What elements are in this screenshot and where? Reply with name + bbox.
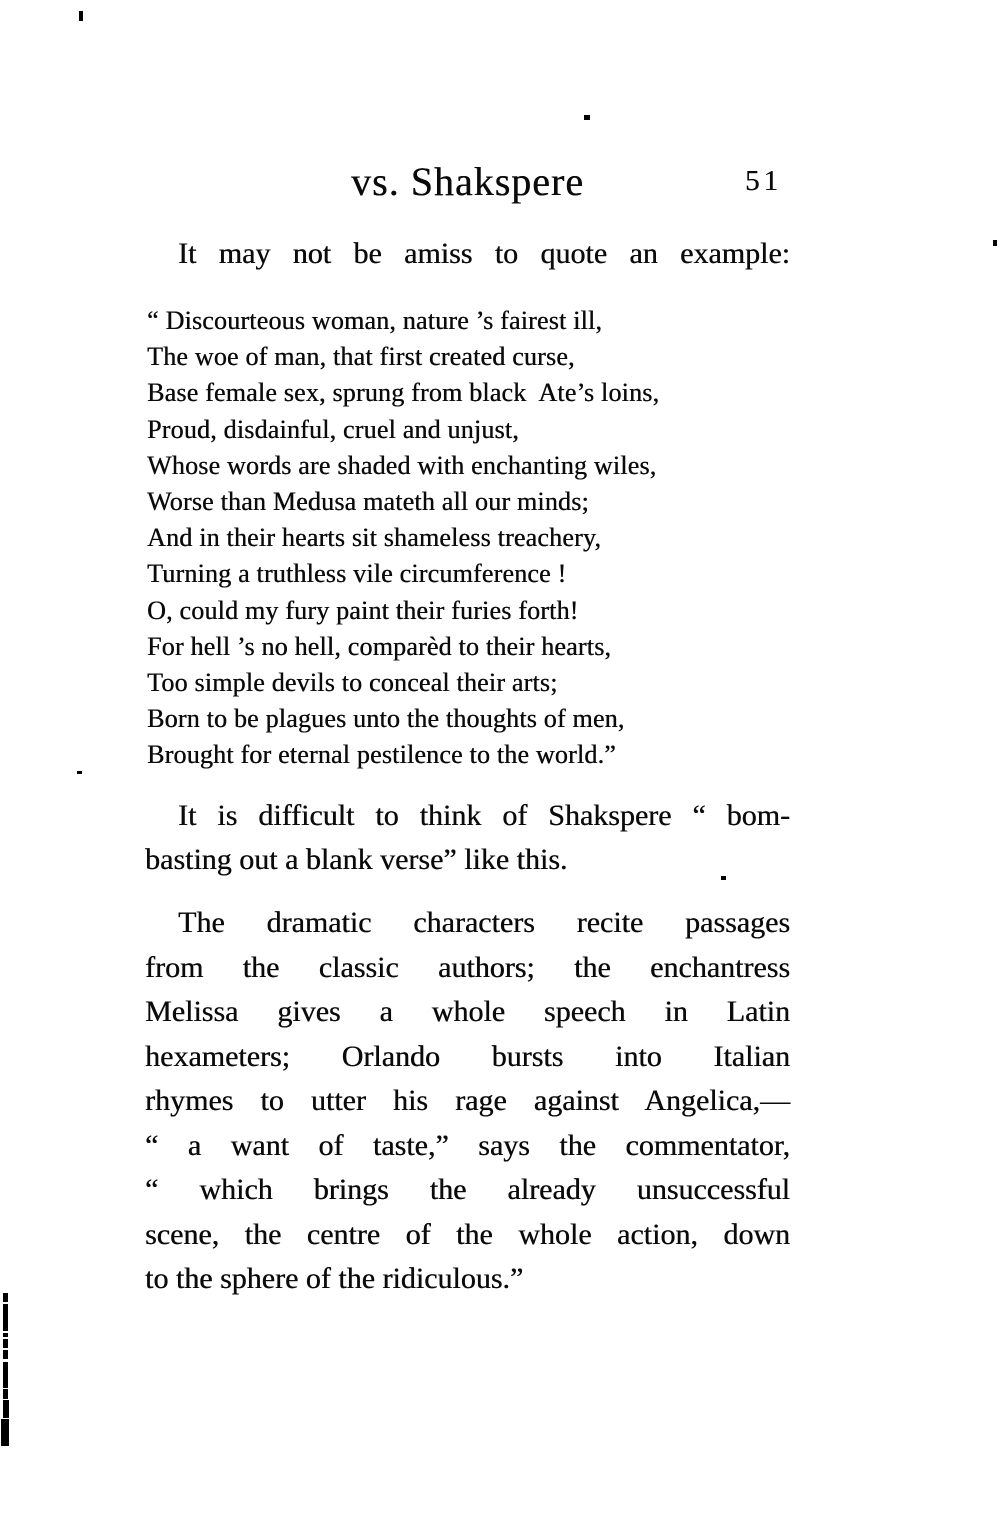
poem-line: Base female sex, sprung from black Ate’s loins, bbox=[147, 378, 660, 408]
intro-paragraph: It may not be amiss to quote an example: bbox=[178, 237, 790, 270]
scan-speck bbox=[584, 115, 590, 120]
paragraph-line: Melissa gives a whole speech in Latin bbox=[145, 995, 790, 1028]
scan-speck bbox=[721, 876, 726, 880]
scan-artifact-binding-line bbox=[3, 1350, 8, 1359]
paragraph-line: rhymes to utter his rage against Angelica,— bbox=[145, 1084, 790, 1117]
scan-artifact-binding-line bbox=[3, 1339, 8, 1348]
scan-speck bbox=[79, 11, 83, 21]
page-number: 51 bbox=[745, 165, 782, 197]
scan-artifact-binding-line bbox=[3, 1389, 8, 1399]
poem-line: For hell ’s no hell, comparèd to their hearts, bbox=[147, 631, 612, 661]
paragraph-line: It is difficult to think of Shakspere “ bom- bbox=[178, 799, 790, 832]
poem-line: Born to be plagues unto the thoughts of men, bbox=[147, 704, 625, 734]
running-header-title: vs. Shakspere bbox=[351, 159, 584, 204]
scan-artifact-binding-line bbox=[3, 1293, 8, 1302]
paragraph-bombast bbox=[145, 794, 790, 882]
paragraph-line: “ which brings the already unsuccessful bbox=[145, 1173, 790, 1206]
poem-line: O, could my fury paint their furies forth! bbox=[147, 595, 579, 625]
paragraph-line: basting out a blank verse” like this. bbox=[145, 843, 568, 876]
poem-line: Brought for eternal pestilence to the world.” bbox=[147, 740, 616, 770]
paragraph-line: to the sphere of the ridiculous.” bbox=[145, 1262, 524, 1295]
scan-artifact-binding-line bbox=[3, 1304, 8, 1331]
paragraph-line: scene, the centre of the whole action, down bbox=[145, 1217, 790, 1251]
poem-line: Proud, disdainful, cruel and unjust, bbox=[147, 414, 519, 444]
scan-artifact-binding-line bbox=[1, 1419, 9, 1446]
paragraph-line: “ a want of taste,” says the commentator, bbox=[145, 1128, 790, 1162]
scan-speck bbox=[993, 240, 997, 246]
poem-quote-block bbox=[147, 303, 792, 774]
poem-line: “ Discourteous woman, nature ’s fairest ill, bbox=[147, 306, 603, 335]
scan-speck bbox=[77, 771, 82, 774]
poem-line: Turning a truthless vile circumference ! bbox=[147, 559, 567, 589]
scan-artifact-binding-line bbox=[3, 1362, 8, 1388]
paragraph-line: from the classic authors; the enchantress bbox=[145, 950, 790, 984]
scan-artifact-binding-line bbox=[3, 1400, 9, 1418]
scan-artifact-binding-line bbox=[3, 1333, 8, 1337]
paragraph-line: hexameters; Orlando bursts into Italian bbox=[145, 1039, 790, 1073]
poem-line: And in their hearts sit shameless treachery, bbox=[147, 523, 602, 553]
poem-line: Worse than Medusa mateth all our minds; bbox=[147, 487, 589, 517]
poem-line: Too simple devils to conceal their arts; bbox=[147, 668, 558, 698]
paragraph-line: The dramatic characters recite passages bbox=[178, 906, 790, 939]
poem-line: The woe of man, that first created curse, bbox=[147, 342, 575, 372]
poem-line: Whose words are shaded with enchanting wiles, bbox=[147, 450, 657, 480]
paragraph-dramatic bbox=[145, 901, 790, 1302]
